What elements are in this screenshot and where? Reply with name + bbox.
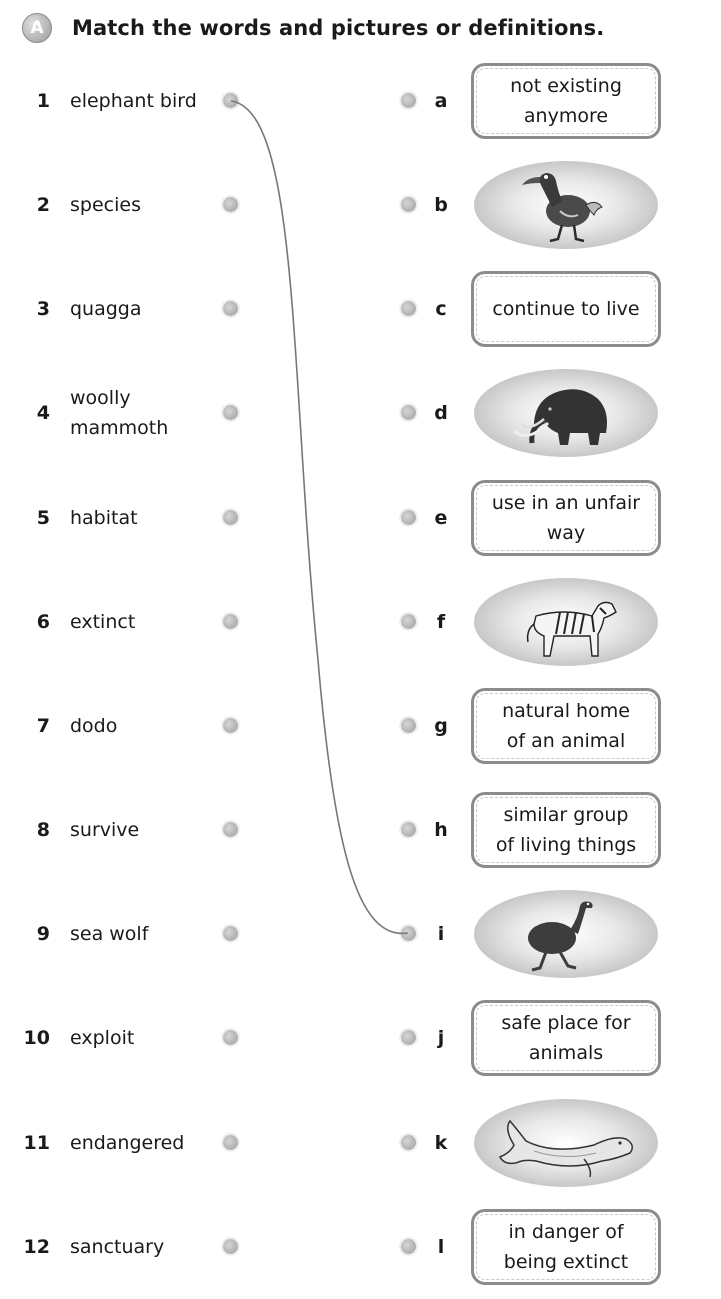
answer-letter: b (434, 194, 448, 217)
item-word: endangered (70, 1131, 185, 1154)
match-row (0, 257, 721, 361)
answer-letter: i (437, 923, 445, 946)
answer-letter: d (434, 402, 448, 425)
item-number: 7 (36, 714, 50, 737)
answer-letter: g (434, 714, 448, 737)
answer-connector-dot[interactable] (401, 301, 416, 316)
answer-letter: e (434, 506, 448, 529)
word-connector-dot[interactable] (223, 926, 238, 941)
word-connector-dot[interactable] (223, 93, 238, 108)
definition-box: continue to live (471, 271, 661, 347)
item-number: 10 (23, 1027, 50, 1050)
match-row (0, 466, 721, 570)
dodo-icon (474, 161, 658, 249)
answer-connector-dot[interactable] (401, 510, 416, 525)
answer-letter: k (434, 1131, 448, 1154)
definition-box: use in an unfair way (471, 480, 661, 556)
word-connector-dot[interactable] (223, 301, 238, 316)
item-number: 11 (23, 1131, 50, 1154)
mammoth-icon (474, 369, 658, 457)
answer-connector-dot[interactable] (401, 197, 416, 212)
match-row (0, 1091, 721, 1195)
item-word: species (70, 194, 141, 217)
match-row (0, 986, 721, 1090)
item-word: dodo (70, 714, 118, 737)
answer-connector-dot[interactable] (401, 822, 416, 837)
match-row (0, 778, 721, 882)
word-connector-dot[interactable] (223, 510, 238, 525)
match-row (0, 361, 721, 465)
answer-letter: j (437, 1027, 445, 1050)
match-row (0, 882, 721, 986)
definition-box: safe place for animals (471, 1000, 661, 1076)
item-number: 12 (23, 1235, 50, 1258)
item-word: sanctuary (70, 1235, 165, 1258)
item-word: habitat (70, 506, 138, 529)
item-word: quagga (70, 298, 142, 321)
item-word: woolly mammoth (70, 387, 169, 440)
elephant-bird-icon (474, 890, 658, 978)
match-row (0, 153, 721, 257)
definition-box: natural home of an animal (471, 688, 661, 764)
item-number: 2 (36, 194, 50, 217)
answer-connector-dot[interactable] (401, 93, 416, 108)
answer-connector-dot[interactable] (401, 718, 416, 733)
exercise-title: Match the words and pictures or definitions. (72, 16, 605, 40)
match-row (0, 674, 721, 778)
match-row (0, 49, 721, 153)
match-row (0, 570, 721, 674)
word-connector-dot[interactable] (223, 1239, 238, 1254)
item-word: survive (70, 819, 140, 842)
item-number: 5 (36, 506, 50, 529)
answer-connector-dot[interactable] (401, 1239, 416, 1254)
quagga-icon (474, 578, 658, 666)
definition-box: in danger of being extinct (471, 1209, 661, 1285)
answer-letter: a (434, 90, 448, 112)
item-number: 8 (36, 819, 50, 842)
answer-connector-dot[interactable] (401, 614, 416, 629)
answer-connector-dot[interactable] (401, 1135, 416, 1150)
definition-box: not existing anymore (471, 63, 661, 139)
sea-wolf-icon (474, 1099, 658, 1187)
item-word: elephant bird (70, 90, 197, 112)
word-connector-dot[interactable] (223, 718, 238, 733)
word-connector-dot[interactable] (223, 1030, 238, 1045)
definition-box: similar group of living things (471, 792, 661, 868)
match-row (0, 1195, 721, 1299)
answer-letter: c (435, 298, 447, 321)
exercise-badge: A (22, 13, 52, 43)
word-connector-dot[interactable] (223, 197, 238, 212)
word-connector-dot[interactable] (223, 1135, 238, 1150)
item-word: extinct (70, 610, 136, 633)
word-connector-dot[interactable] (223, 822, 238, 837)
answer-connector-dot[interactable] (401, 405, 416, 420)
item-number: 4 (36, 402, 50, 425)
item-number: 6 (36, 610, 50, 633)
item-number: 1 (36, 90, 50, 112)
word-connector-dot[interactable] (223, 614, 238, 629)
answer-connector-dot[interactable] (401, 926, 416, 941)
item-word: sea wolf (70, 923, 149, 946)
word-connector-dot[interactable] (223, 405, 238, 420)
item-number: 9 (36, 923, 50, 946)
item-number: 3 (36, 298, 50, 321)
answer-letter: l (437, 1235, 445, 1258)
answer-letter: h (434, 819, 448, 842)
answer-connector-dot[interactable] (401, 1030, 416, 1045)
exercise-header (22, 10, 604, 46)
answer-letter: f (436, 610, 446, 633)
item-word: exploit (70, 1027, 135, 1050)
